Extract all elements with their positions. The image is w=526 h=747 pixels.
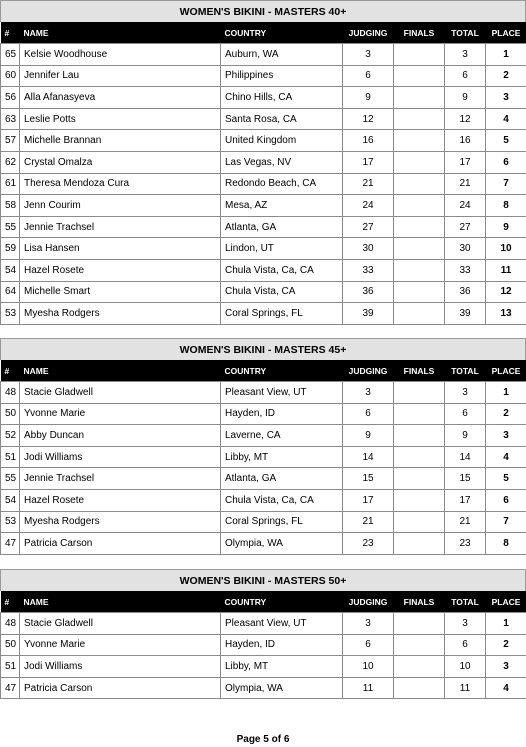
table-cell: 23 xyxy=(445,533,486,555)
table-cell: Olympia, WA xyxy=(221,533,343,555)
table-cell: 3 xyxy=(343,382,394,404)
table-cell: 9 xyxy=(343,425,394,447)
table-cell xyxy=(394,489,445,511)
table-row xyxy=(1,677,526,699)
table-cell: 23 xyxy=(343,533,394,555)
table-cell: Hazel Rosete xyxy=(20,489,221,511)
table-cell: Yvonne Marie xyxy=(20,634,221,656)
table-cell: 11 xyxy=(445,677,486,699)
table-cell: Jennifer Lau xyxy=(20,65,221,87)
table-cell: 6 xyxy=(486,151,526,173)
table-cell: Las Vegas, NV xyxy=(221,151,343,173)
table-row xyxy=(1,656,526,678)
table-cell: 36 xyxy=(445,281,486,303)
results-table xyxy=(0,591,526,699)
table-row xyxy=(1,238,526,260)
table-cell: Kelsie Woodhouse xyxy=(20,44,221,66)
table-row xyxy=(1,303,526,325)
table-cell: 8 xyxy=(486,195,526,217)
table-cell: 60 xyxy=(1,65,20,87)
section-masters-45 xyxy=(0,338,526,555)
section-title: WOMEN'S BIKINI - MASTERS 40+ xyxy=(0,0,526,22)
table-cell: Abby Duncan xyxy=(20,425,221,447)
table-cell: 10 xyxy=(486,238,526,260)
column-header: JUDGING xyxy=(343,22,394,44)
table-cell: 16 xyxy=(445,130,486,152)
table-cell: 9 xyxy=(486,216,526,238)
table-cell xyxy=(394,173,445,195)
table-cell: 27 xyxy=(343,216,394,238)
table-cell: Michelle Brannan xyxy=(20,130,221,152)
table-cell: 9 xyxy=(445,425,486,447)
table-cell: 21 xyxy=(445,511,486,533)
table-cell: Lisa Hansen xyxy=(20,238,221,260)
table-cell: Chino Hills, CA xyxy=(221,87,343,109)
table-cell: Stacie Gladwell xyxy=(20,613,221,635)
table-cell: 11 xyxy=(486,259,526,281)
table-cell: 15 xyxy=(343,468,394,490)
table-cell: 52 xyxy=(1,425,20,447)
table-cell: Libby, MT xyxy=(221,656,343,678)
table-cell: 47 xyxy=(1,533,20,555)
table-cell: Coral Springs, FL xyxy=(221,303,343,325)
table-cell: Crystal Omalza xyxy=(20,151,221,173)
table-cell: Alla Afanasyeva xyxy=(20,87,221,109)
table-cell: 21 xyxy=(343,511,394,533)
table-cell: Atlanta, GA xyxy=(221,468,343,490)
table-cell: 4 xyxy=(486,446,526,468)
table-row xyxy=(1,613,526,635)
table-cell: 48 xyxy=(1,613,20,635)
table-cell: 7 xyxy=(486,511,526,533)
table-row xyxy=(1,87,526,109)
column-header: TOTAL xyxy=(445,360,486,382)
table-row xyxy=(1,259,526,281)
table-cell: 33 xyxy=(445,259,486,281)
table-cell: 16 xyxy=(343,130,394,152)
table-cell: 3 xyxy=(343,44,394,66)
column-header: COUNTRY xyxy=(221,360,343,382)
table-cell: 3 xyxy=(486,87,526,109)
column-header: FINALS xyxy=(394,360,445,382)
table-cell: Lindon, UT xyxy=(221,238,343,260)
table-cell: Santa Rosa, CA xyxy=(221,108,343,130)
table-cell: 3 xyxy=(445,613,486,635)
table-cell: Pleasant View, UT xyxy=(221,382,343,404)
table-cell: 3 xyxy=(486,425,526,447)
table-cell xyxy=(394,44,445,66)
table-cell: 63 xyxy=(1,108,20,130)
table-cell: Jennie Trachsel xyxy=(20,216,221,238)
column-header: JUDGING xyxy=(343,591,394,613)
table-cell: 65 xyxy=(1,44,20,66)
table-cell: 30 xyxy=(445,238,486,260)
table-cell: 5 xyxy=(486,468,526,490)
table-cell: 9 xyxy=(343,87,394,109)
table-cell: 51 xyxy=(1,656,20,678)
column-header: PLACE xyxy=(486,360,526,382)
table-cell xyxy=(394,613,445,635)
table-cell: Philippines xyxy=(221,65,343,87)
table-cell: 17 xyxy=(343,489,394,511)
page-number: Page 5 of 6 xyxy=(236,734,290,745)
column-header: FINALS xyxy=(394,591,445,613)
table-cell: 8 xyxy=(486,533,526,555)
table-cell: Hazel Rosete xyxy=(20,259,221,281)
table-cell: Theresa Mendoza Cura xyxy=(20,173,221,195)
table-cell: 51 xyxy=(1,446,20,468)
table-cell: Chula Vista, Ca, CA xyxy=(221,259,343,281)
table-row xyxy=(1,281,526,303)
table-cell: Jennie Trachsel xyxy=(20,468,221,490)
table-cell: 12 xyxy=(445,108,486,130)
table-row xyxy=(1,173,526,195)
section-title: WOMEN'S BIKINI - MASTERS 50+ xyxy=(0,569,526,591)
table-cell: Myesha Rodgers xyxy=(20,511,221,533)
table-cell: 50 xyxy=(1,634,20,656)
table-cell: 4 xyxy=(486,108,526,130)
table-cell: 61 xyxy=(1,173,20,195)
table-cell xyxy=(394,238,445,260)
table-cell: 3 xyxy=(445,44,486,66)
table-cell: Libby, MT xyxy=(221,446,343,468)
table-row xyxy=(1,44,526,66)
table-cell: 2 xyxy=(486,403,526,425)
table-cell xyxy=(394,656,445,678)
table-cell: 21 xyxy=(343,173,394,195)
table-cell: 6 xyxy=(445,403,486,425)
table-header-row xyxy=(1,22,526,44)
column-header: NAME xyxy=(20,22,221,44)
table-cell: Stacie Gladwell xyxy=(20,382,221,404)
table-cell: 36 xyxy=(343,281,394,303)
table-row xyxy=(1,511,526,533)
column-header: NAME xyxy=(20,591,221,613)
table-cell: 2 xyxy=(486,65,526,87)
section-masters-50 xyxy=(0,569,526,699)
table-cell: 59 xyxy=(1,238,20,260)
table-cell: Hayden, ID xyxy=(221,403,343,425)
table-cell: 47 xyxy=(1,677,20,699)
table-cell: 6 xyxy=(343,65,394,87)
section-title: WOMEN'S BIKINI - MASTERS 45+ xyxy=(0,338,526,360)
column-header: COUNTRY xyxy=(221,591,343,613)
table-cell: Myesha Rodgers xyxy=(20,303,221,325)
column-header: TOTAL xyxy=(445,591,486,613)
table-cell: 3 xyxy=(343,613,394,635)
table-cell: 33 xyxy=(343,259,394,281)
table-row xyxy=(1,489,526,511)
table-cell xyxy=(394,87,445,109)
table-row xyxy=(1,108,526,130)
table-row xyxy=(1,195,526,217)
table-cell: 62 xyxy=(1,151,20,173)
table-cell: Hayden, ID xyxy=(221,634,343,656)
table-cell: 12 xyxy=(486,281,526,303)
table-row xyxy=(1,216,526,238)
table-cell: 54 xyxy=(1,259,20,281)
table-cell: 1 xyxy=(486,382,526,404)
table-cell: 6 xyxy=(343,634,394,656)
column-header: NAME xyxy=(20,360,221,382)
table-row xyxy=(1,65,526,87)
column-header: COUNTRY xyxy=(221,22,343,44)
table-cell: United Kingdom xyxy=(221,130,343,152)
table-cell: 11 xyxy=(343,677,394,699)
column-header: # xyxy=(1,591,20,613)
table-cell: 30 xyxy=(343,238,394,260)
table-row xyxy=(1,634,526,656)
column-header: # xyxy=(1,360,20,382)
table-cell: 57 xyxy=(1,130,20,152)
table-cell: 5 xyxy=(486,130,526,152)
table-cell xyxy=(394,130,445,152)
table-cell: Mesa, AZ xyxy=(221,195,343,217)
table-row xyxy=(1,403,526,425)
table-cell xyxy=(394,216,445,238)
table-cell: 55 xyxy=(1,468,20,490)
table-cell: 14 xyxy=(445,446,486,468)
table-cell: 12 xyxy=(343,108,394,130)
table-cell: Atlanta, GA xyxy=(221,216,343,238)
table-cell: Jodi Williams xyxy=(20,446,221,468)
column-header: JUDGING xyxy=(343,360,394,382)
table-cell: 6 xyxy=(445,65,486,87)
table-cell xyxy=(394,533,445,555)
table-cell: 24 xyxy=(445,195,486,217)
table-row xyxy=(1,533,526,555)
column-header: PLACE xyxy=(486,591,526,613)
table-cell: Chula Vista, Ca, CA xyxy=(221,489,343,511)
table-row xyxy=(1,151,526,173)
table-cell xyxy=(394,259,445,281)
table-cell: 21 xyxy=(445,173,486,195)
table-row xyxy=(1,468,526,490)
table-cell: Redondo Beach, CA xyxy=(221,173,343,195)
table-cell: Auburn, WA xyxy=(221,44,343,66)
table-cell: 17 xyxy=(343,151,394,173)
table-cell xyxy=(394,108,445,130)
table-cell: 1 xyxy=(486,613,526,635)
table-cell: 3 xyxy=(445,382,486,404)
table-cell: 55 xyxy=(1,216,20,238)
results-table xyxy=(0,360,526,555)
table-cell: 39 xyxy=(445,303,486,325)
table-cell: 14 xyxy=(343,446,394,468)
table-cell: Coral Springs, FL xyxy=(221,511,343,533)
table-cell xyxy=(394,195,445,217)
table-cell: 64 xyxy=(1,281,20,303)
table-header-row xyxy=(1,591,526,613)
table-cell: 17 xyxy=(445,489,486,511)
table-cell: Yvonne Marie xyxy=(20,403,221,425)
table-cell: 27 xyxy=(445,216,486,238)
table-row xyxy=(1,446,526,468)
table-cell: 56 xyxy=(1,87,20,109)
table-row xyxy=(1,130,526,152)
table-cell: Patricia Carson xyxy=(20,677,221,699)
table-cell xyxy=(394,281,445,303)
table-cell xyxy=(394,403,445,425)
table-header-row xyxy=(1,360,526,382)
table-cell xyxy=(394,677,445,699)
table-cell: 6 xyxy=(486,489,526,511)
table-cell: 6 xyxy=(445,634,486,656)
table-cell xyxy=(394,468,445,490)
table-cell: 24 xyxy=(343,195,394,217)
table-cell: Michelle Smart xyxy=(20,281,221,303)
table-cell: 1 xyxy=(486,44,526,66)
table-cell: 10 xyxy=(343,656,394,678)
results-table xyxy=(0,22,526,325)
table-cell xyxy=(394,303,445,325)
table-cell xyxy=(394,151,445,173)
table-cell: 7 xyxy=(486,173,526,195)
section-masters-40 xyxy=(0,0,526,325)
table-cell: Chula Vista, CA xyxy=(221,281,343,303)
table-cell: 50 xyxy=(1,403,20,425)
table-cell: Pleasant View, UT xyxy=(221,613,343,635)
table-cell: 48 xyxy=(1,382,20,404)
table-cell xyxy=(394,382,445,404)
column-header: FINALS xyxy=(394,22,445,44)
column-header: # xyxy=(1,22,20,44)
table-cell xyxy=(394,634,445,656)
table-cell: Leslie Potts xyxy=(20,108,221,130)
table-row xyxy=(1,382,526,404)
table-row xyxy=(1,425,526,447)
table-cell xyxy=(394,511,445,533)
table-cell: 3 xyxy=(486,656,526,678)
table-cell: Olympia, WA xyxy=(221,677,343,699)
table-cell xyxy=(394,65,445,87)
table-cell: 10 xyxy=(445,656,486,678)
table-cell: 4 xyxy=(486,677,526,699)
table-cell: Laverne, CA xyxy=(221,425,343,447)
table-cell: Jodi Williams xyxy=(20,656,221,678)
table-cell: Patricia Carson xyxy=(20,533,221,555)
table-cell: 6 xyxy=(343,403,394,425)
table-cell: 39 xyxy=(343,303,394,325)
table-cell: 13 xyxy=(486,303,526,325)
table-cell: 54 xyxy=(1,489,20,511)
table-cell xyxy=(394,425,445,447)
table-cell xyxy=(394,446,445,468)
table-cell: 53 xyxy=(1,303,20,325)
table-cell: 53 xyxy=(1,511,20,533)
table-cell: 9 xyxy=(445,87,486,109)
table-cell: 58 xyxy=(1,195,20,217)
table-cell: 15 xyxy=(445,468,486,490)
table-cell: 17 xyxy=(445,151,486,173)
table-cell: 2 xyxy=(486,634,526,656)
column-header: TOTAL xyxy=(445,22,486,44)
table-cell: Jenn Courim xyxy=(20,195,221,217)
column-header: PLACE xyxy=(486,22,526,44)
